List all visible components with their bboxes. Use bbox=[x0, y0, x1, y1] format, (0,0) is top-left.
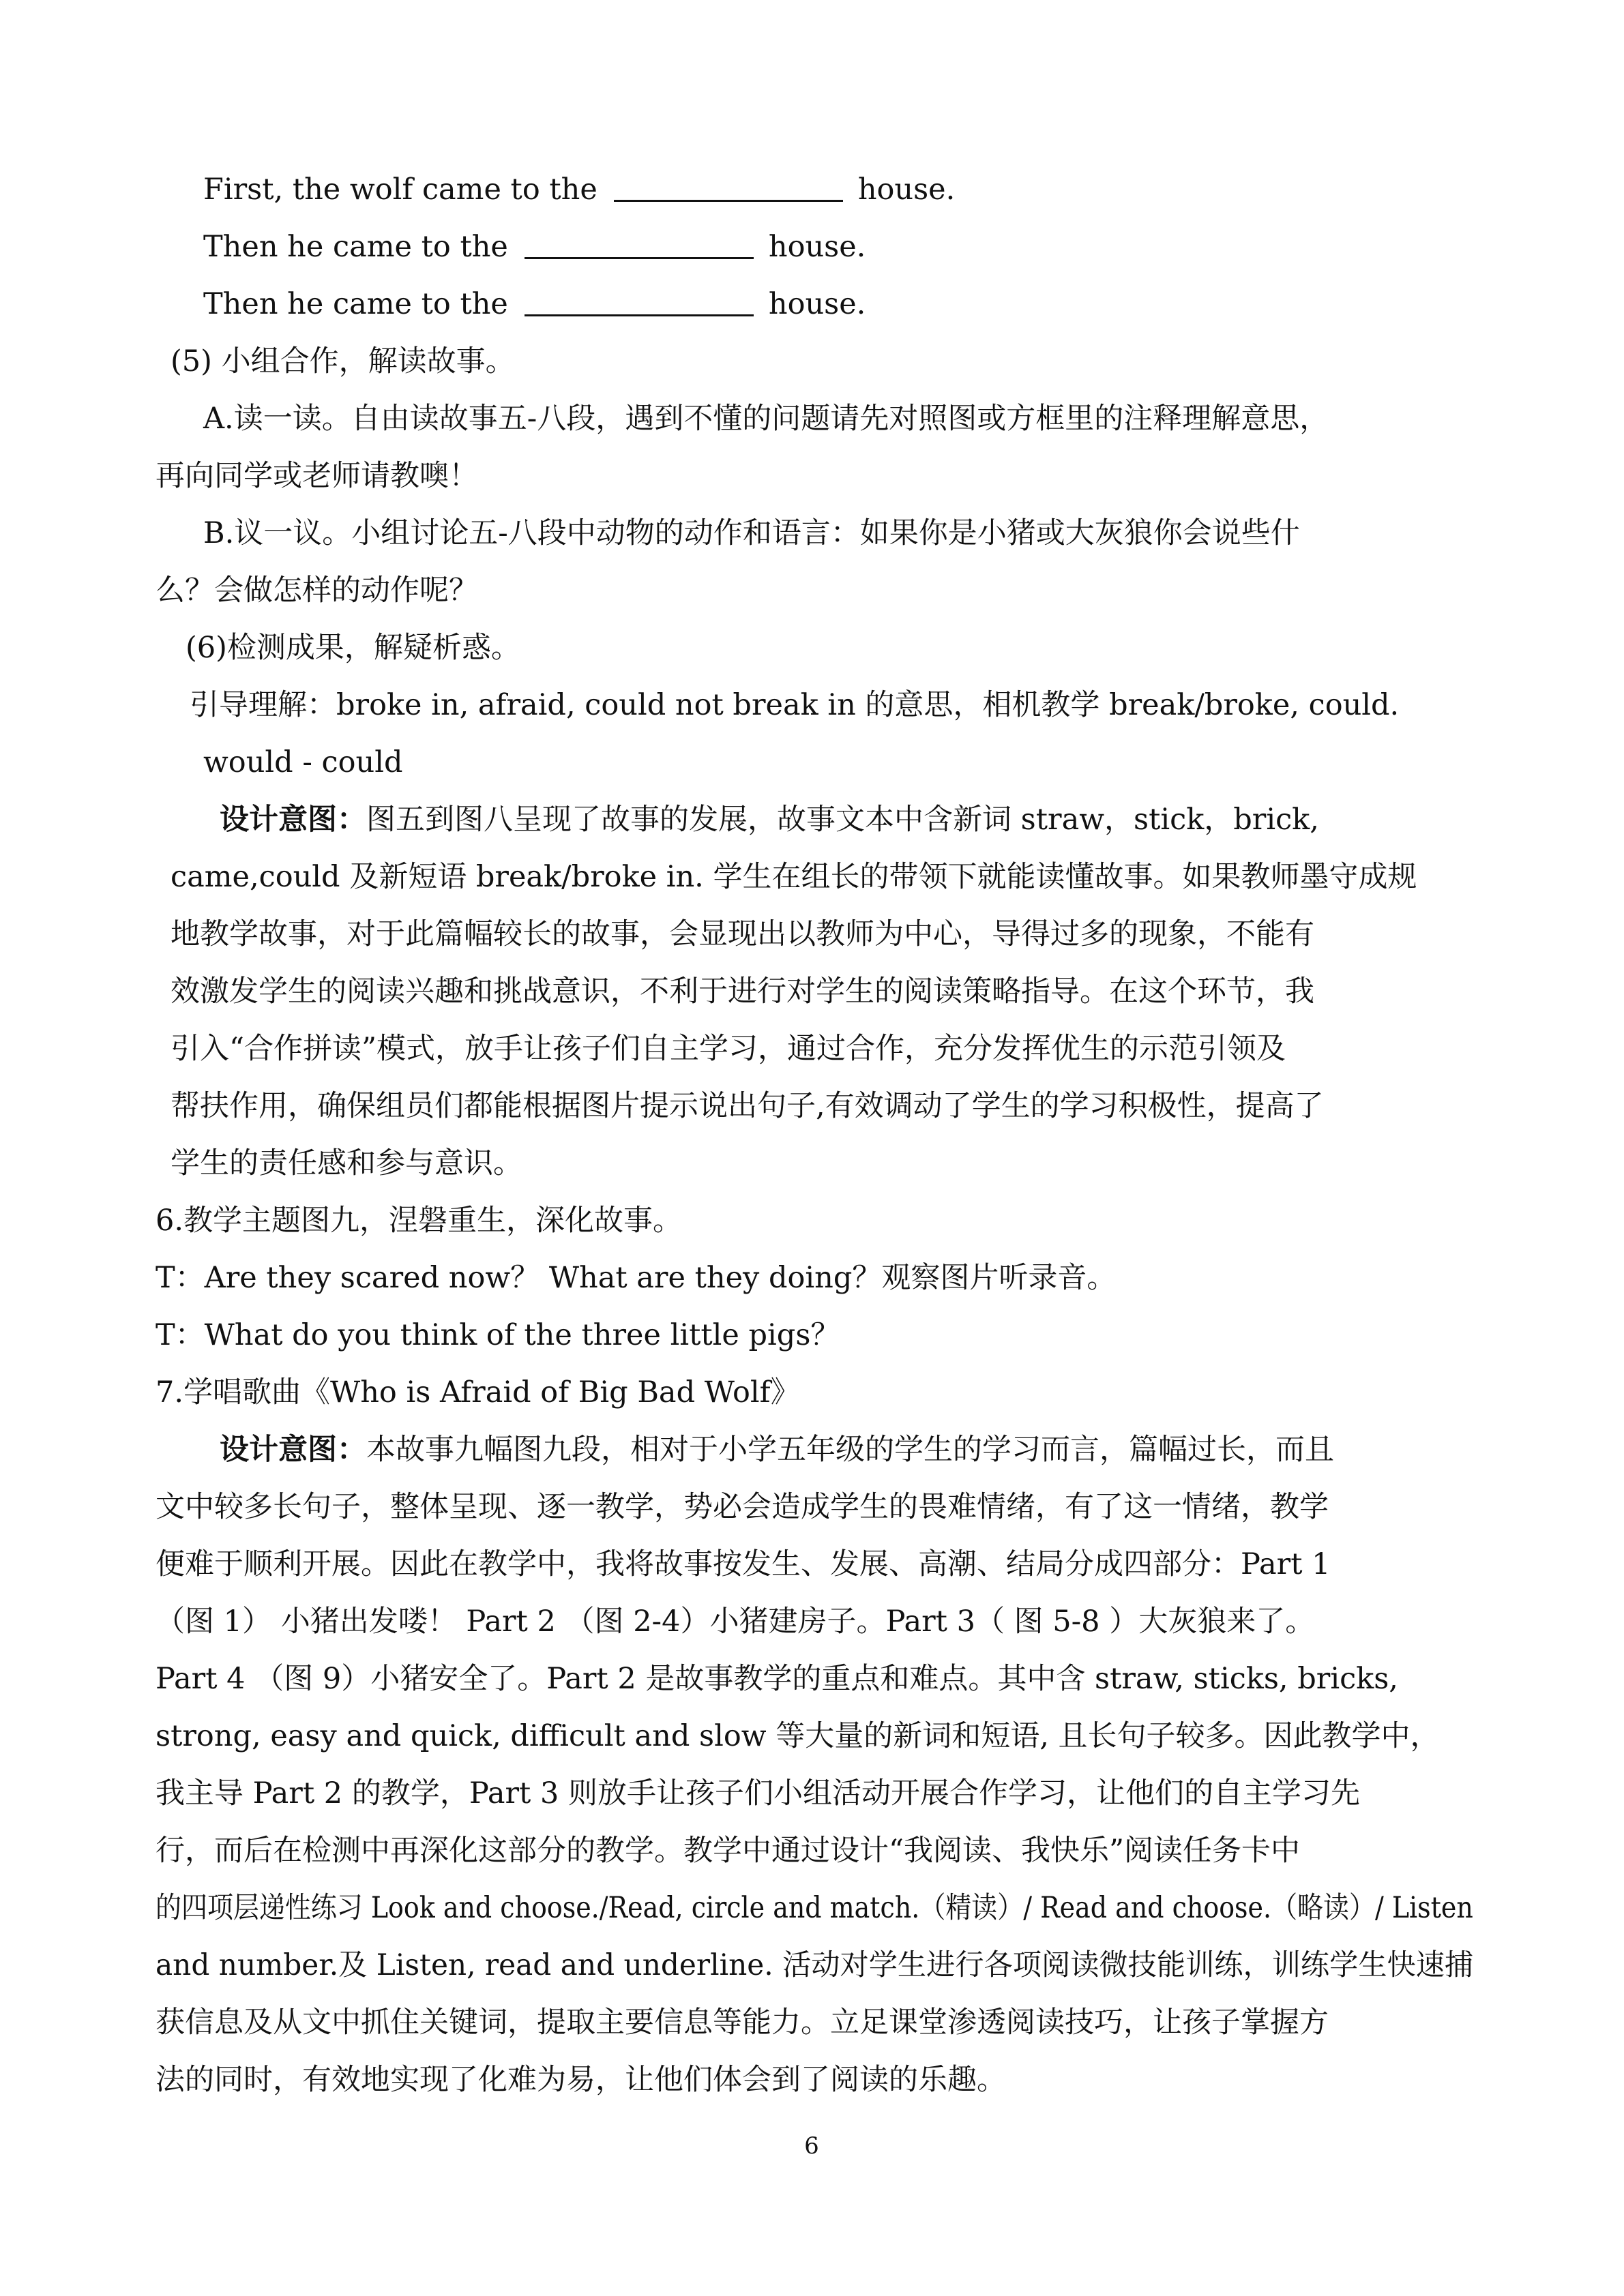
intent1-line7: 学生的责任感和参与意识。 bbox=[171, 1146, 522, 1180]
step5-b-line1: B.议一议。小组讨论五-八段中动物的动作和语言：如果你是小猪或大灰狼你会说些什 bbox=[203, 516, 1300, 550]
item7: 7.学唱歌曲《Who is Afraid of Big Bad Wolf》 bbox=[156, 1375, 800, 1410]
intent2-line10: and number.及 Listen, read and underline. 活动对学生进行各项阅读微技能训练，训练学生快速捕 bbox=[156, 1948, 1474, 1982]
sentence-line-1 bbox=[203, 169, 955, 210]
blank-line bbox=[525, 284, 754, 316]
page-number: 6 bbox=[804, 2132, 819, 2160]
intent2-line11: 获信息及从文中抓住关键词，提取主要信息等能力。立足课堂渗透阅读技巧，让孩子掌握方 bbox=[156, 2006, 1329, 2040]
intent1-line2: came,could 及新短语 break/broke in. 学生在组长的带领下就能读懂故事。如果教师墨守成规 bbox=[171, 860, 1417, 894]
t-question-2: T：What do you think of the three little pigs？ bbox=[156, 1318, 840, 1352]
intent-text: 图五到图八呈现了故事的发展，故事文本中含新词 straw，stick，brick, bbox=[366, 803, 1319, 837]
step6-title: (6)检测成果，解疑析惑。 bbox=[186, 631, 520, 665]
intent2-line7: 我主导 Part 2 的教学，Part 3 则放手让孩子们小组活动开展合作学习，让他们的自主学习先 bbox=[156, 1776, 1361, 1810]
intent1-line5: 引入“合作拼读”模式，放手让孩子们自主学习，通过合作，充分发挥优生的示范引领及 bbox=[171, 1032, 1286, 1066]
t-question-1: T：Are they scared now？ What are they doing？观察图片听录音。 bbox=[156, 1261, 1117, 1295]
intent2-line8: 行，而后在检测中再深化这部分的教学。教学中通过设计“我阅读、我快乐”阅读任务卡中 bbox=[156, 1834, 1300, 1868]
step6-could: would - could bbox=[203, 745, 403, 779]
sentence-line-2 bbox=[203, 226, 866, 267]
sentence-text: house. bbox=[768, 287, 866, 321]
blank-line bbox=[614, 170, 843, 202]
intent2-line6: strong, easy and quick, difficult and slow 等大量的新词和短语, 且长句子较多。因此教学中， bbox=[156, 1719, 1440, 1753]
intent2-line4: （图 1） 小猪出发喽！ Part 2 （图 2-4）小猪建房子。Part 3（ 图 5-8 ）大灰狼来了。 bbox=[156, 1605, 1315, 1639]
intent-text: 本故事九幅图九段，相对于小学五年级的学生的学习而言，篇幅过长，而且 bbox=[366, 1433, 1334, 1467]
intent2-line3: 便难于顺利开展。因此在教学中，我将故事按发生、发展、高潮、结局分成四部分：Part 1 bbox=[156, 1547, 1331, 1581]
intent2-line5: Part 4 （图 9）小猪安全了。Part 2 是故事教学的重点和难点。其中含 straw, sticks, bricks, bbox=[156, 1662, 1398, 1696]
sentence-line-3 bbox=[203, 284, 866, 325]
intent1-line4: 效激发学生的阅读兴趣和挑战意识，不利于进行对学生的阅读策略指导。在这个环节，我 bbox=[171, 974, 1314, 1009]
step5-a-line1: A.读一读。自由读故事五-八段，遇到不懂的问题请先对照图或方框里的注释理解意思， bbox=[203, 402, 1329, 436]
intent2-line1 bbox=[220, 1429, 1334, 1470]
item6: 6.教学主题图九，涅磐重生，深化故事。 bbox=[156, 1204, 683, 1238]
intent1-line3: 地教学故事，对于此篇幅较长的故事，会显现出以教师为中心，导得过多的现象，不能有 bbox=[171, 917, 1314, 951]
intent2-line9: 的四项层递性练习 Look and choose./Read, circle and match.（精读）/ Read and choose.（略读）/ Listen bbox=[156, 1891, 1473, 1925]
sentence-text: Then he came to the bbox=[203, 230, 508, 264]
intent1-line1 bbox=[220, 799, 1319, 840]
intent1-line6: 帮扶作用，确保组员们都能根据图片提示说出句子,有效调动了学生的学习积极性，提高了 bbox=[171, 1089, 1324, 1123]
intent2-line2: 文中较多长句子，整体呈现、逐一教学，势必会造成学生的畏难情绪，有了这一情绪，教学 bbox=[156, 1490, 1329, 1524]
blank-line bbox=[525, 227, 754, 259]
step5-b-line2: 么？会做怎样的动作呢？ bbox=[156, 573, 478, 608]
sentence-text: house. bbox=[768, 230, 866, 264]
step5-a-line2: 再向同学或老师请教噢！ bbox=[156, 459, 478, 493]
design-intent-label: 设计意图： bbox=[220, 803, 366, 837]
sentence-text: First, the wolf came to the bbox=[203, 173, 597, 207]
sentence-text: house. bbox=[857, 173, 956, 207]
step5-title: (5) 小组合作，解读故事。 bbox=[171, 344, 515, 378]
sentence-text: Then he came to the bbox=[203, 287, 508, 321]
intent2-line12: 法的同时，有效地实现了化难为易，让他们体会到了阅读的乐趣。 bbox=[156, 2063, 1006, 2097]
step6-guide: 引导理解：broke in, afraid, could not break in 的意思，相机教学 break/broke, could. bbox=[190, 688, 1400, 722]
design-intent-label: 设计意图： bbox=[220, 1433, 366, 1467]
